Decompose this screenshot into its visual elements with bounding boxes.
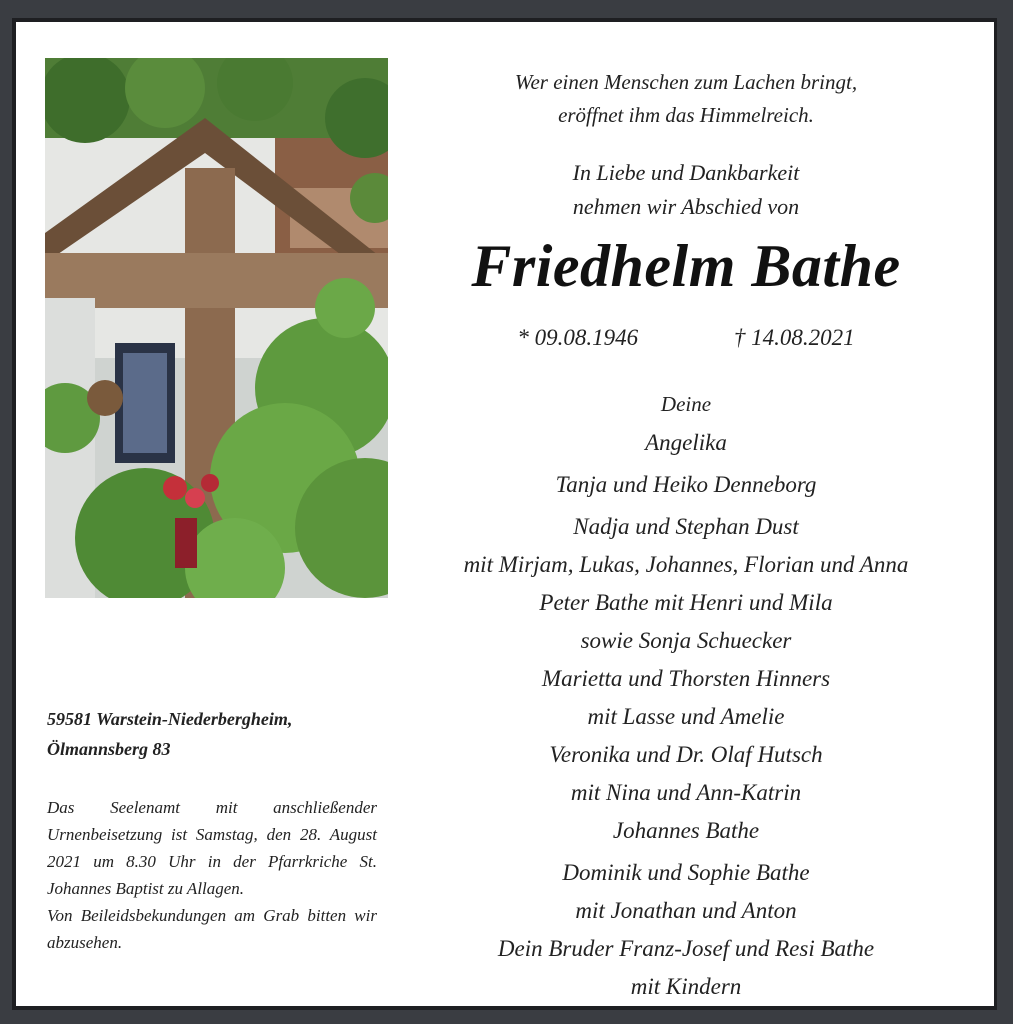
address-line-1: 59581 Warstein-Niederbergheim, [47,709,293,729]
obituary-card [16,22,994,1006]
wayside-cross-photo [45,58,388,598]
mourner-line: Veronika und Dr. Olaf Hutsch [549,742,823,767]
farewell-text [396,156,976,224]
contact-and-service-info [47,704,377,956]
birth-date: * 09.08.1946 [517,325,639,350]
quote [396,66,976,132]
farewell-line-1: In Liebe und Dankbarkeit [572,160,800,185]
address-line-2: Ölmannsberg 83 [47,739,171,759]
mourner-line: mit Mirjam, Lukas, Johannes, Florian und Anna [463,552,909,577]
deceased-name: Friedhelm Bathe [471,233,901,299]
mourner-line: mit Jonathan und Anton [575,898,797,923]
farewell-line-2: nehmen wir Abschied von [572,194,800,219]
mourner-line: mit Nina und Ann-Katrin [570,780,802,805]
mourner-line: sowie Sonja Schuecker [580,628,792,653]
mourner-line: Peter Bathe mit Henri und Mila [539,590,833,615]
condolence-notice-text: Von Beileidsbekundungen am Grab bitten wir abzusehen. [47,906,377,952]
funeral-notice [47,794,377,956]
mourner-line: mit Lasse und Amelie [587,704,785,729]
address [47,704,377,764]
funeral-notice-text: Das Seelenamt mit anschließender Urnenbeisetzung ist Samstag, den 28. August 2021 um 8.30 Uhr in der Pfarrkriche St. Johannes Baptist zu Allagen. [47,798,377,898]
mourner-line: Tanja und Heiko Denneborg [555,472,817,497]
life-dates [396,322,976,354]
mourner-line: Angelika [645,430,727,455]
mourner-line: Marietta und Thorsten Hinners [541,666,831,691]
mourners-intro: Deine [660,392,712,416]
mourner-line: Dein Bruder Franz-Josef und Resi Bathe [497,936,875,961]
mourner-line: Dominik und Sophie Bathe [562,860,810,885]
mourners-list [396,386,976,1004]
mourner-line: Nadja und Stephan Dust [573,514,799,539]
mourner-line: mit Kindern [630,974,742,999]
death-date: † 14.08.2021 [733,325,855,350]
mourner-line: Johannes Bathe [612,818,760,843]
quote-line-1: Wer einen Menschen zum Lachen bringt, [514,70,858,94]
quote-line-2: eröffnet ihm das Himmelreich. [558,103,814,127]
